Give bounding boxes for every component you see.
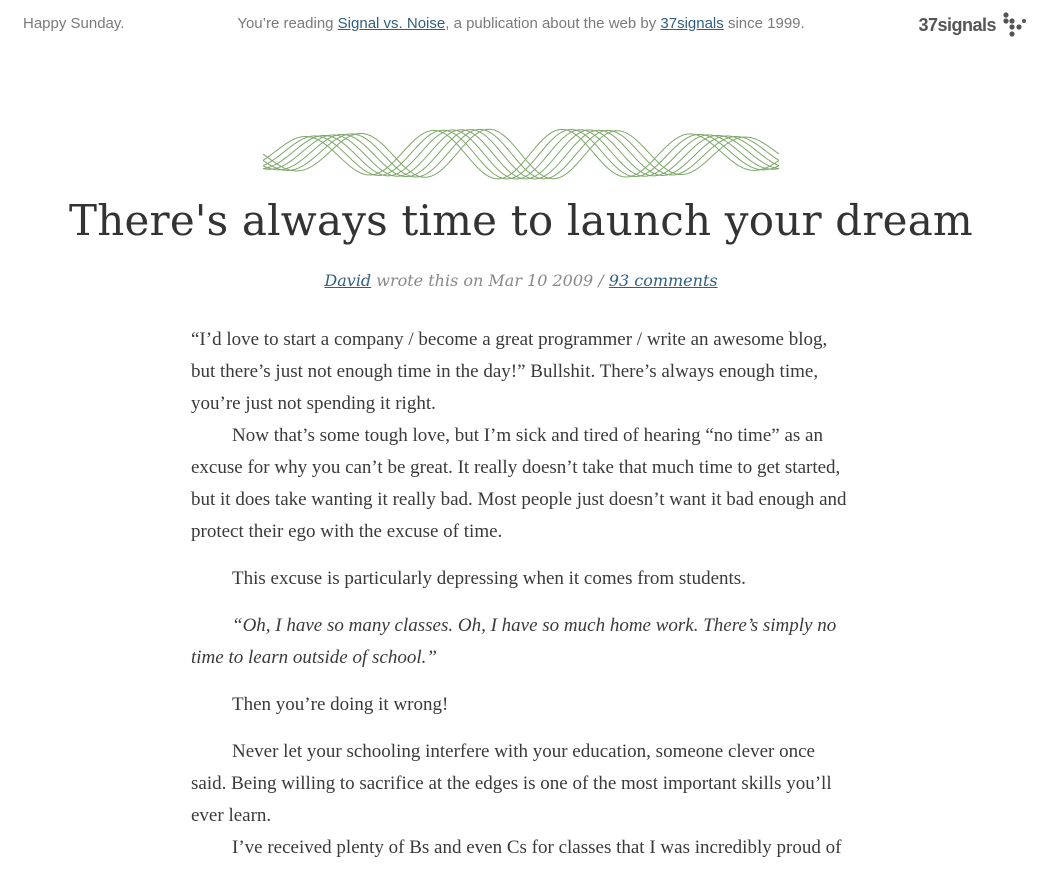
author-link[interactable]: David — [324, 271, 372, 290]
paragraph-2: Now that’s some tough love, but I’m sick and tired of hearing “no time” as an excuse for why you can’t be great. It really doesn’t take that much time to get started, but it does take wanting it really bad. Most people just doesn’t want it bad enough and protect their ego with the excuse of time. — [191, 425, 847, 542]
paragraph-7: I’ve received plenty of Bs and even Cs for classes that I was incredibly proud of — [232, 837, 842, 858]
paragraph-5: Then you’re doing it wrong! — [232, 694, 449, 715]
reading-suffix: since 1999. — [723, 15, 805, 32]
greeting-text: Happy Sunday. — [23, 15, 125, 32]
logo-mark-icon — [1001, 12, 1027, 38]
paragraph-6: Never let your schooling interfere with your education, someone clever once said. Being willing to sacrifice at the edges is one of the most important skills you’ll ever learn. — [191, 741, 832, 826]
paragraph-quote: “Oh, I have so many classes. Oh, I have so much home work. There’s simply no time to learn outside of school.” — [191, 615, 837, 668]
paragraph-1: “I’d love to start a company / become a great programmer / write an awesome blog, but there’s just not enough time in the day!” Bullshit. There’s always enough time, you’re just not spending it right. — [191, 329, 828, 414]
paragraph-3: This excuse is particularly depressing when it comes from students. — [232, 568, 746, 589]
top-bar — [0, 0, 1042, 48]
37signals-link[interactable]: 37signals — [660, 15, 724, 32]
post-title: There's always time to launch your dream — [69, 196, 973, 245]
37signals-logo[interactable] — [918, 12, 1027, 38]
publication-info — [0, 15, 1042, 32]
signal-vs-noise-link[interactable]: Signal vs. Noise — [337, 15, 446, 32]
reading-middle: , a publication about the web by — [445, 15, 661, 32]
reading-prefix: You’re reading — [237, 15, 338, 32]
post-byline — [0, 271, 1042, 290]
logo-text: 37signals — [918, 14, 996, 35]
byline-date: wrote this on Mar 10 2009 / — [371, 271, 609, 290]
wave-ornament-icon — [263, 126, 779, 182]
post-body — [191, 324, 853, 879]
comments-link[interactable]: 93 comments — [608, 271, 718, 290]
